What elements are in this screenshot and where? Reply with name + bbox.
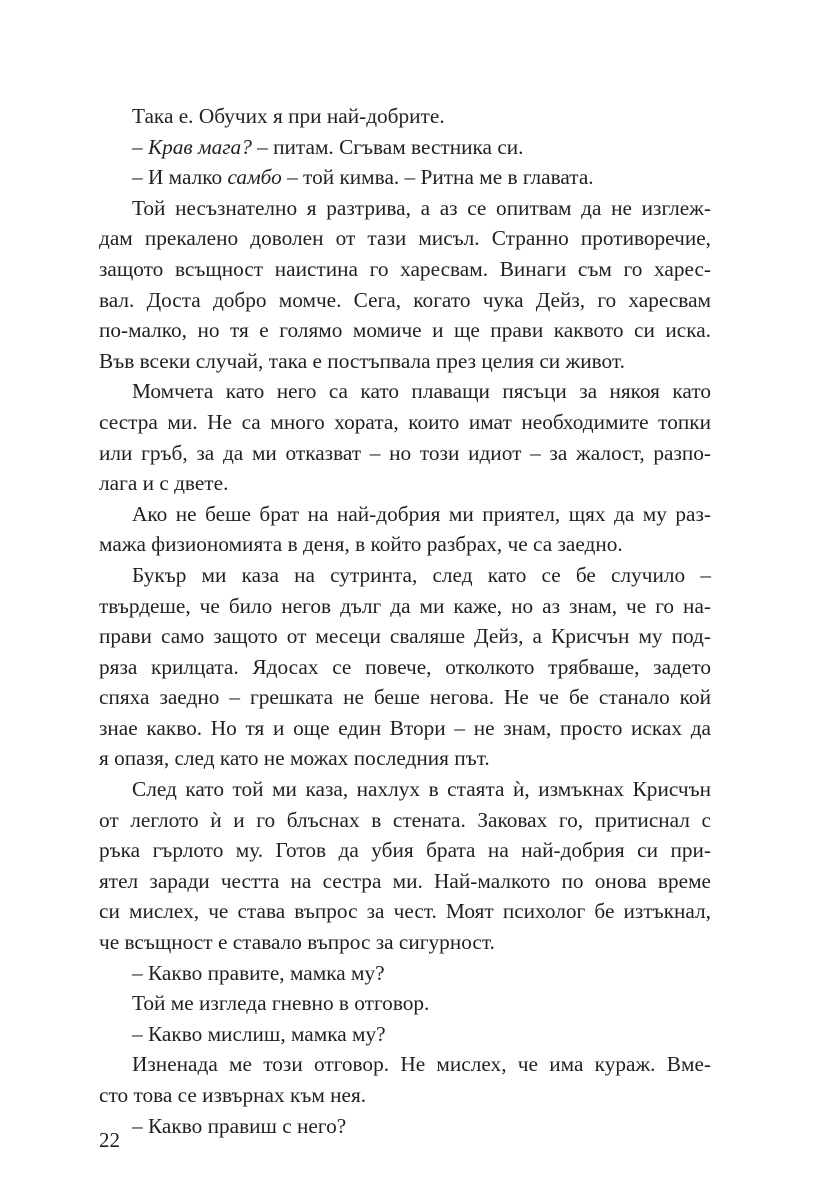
text-run: – И малко	[132, 165, 228, 190]
text-line: Така е. Обучих я при най-добрите.	[132, 104, 445, 128]
text-line: сестра ми. Не са много хората, които имат необходимите топки	[99, 409, 711, 434]
italic-text-run: самбо	[227, 165, 282, 190]
text-line: вал. Доста добро момче. Сега, когато чука Дейз, го харесвам	[99, 287, 711, 312]
page-number: 22	[99, 1128, 120, 1152]
paragraph	[99, 499, 711, 560]
text-run: – питам. Сгъвам вестника си.	[251, 134, 524, 159]
text-line: Изненада ме този отговор. Не мислех, че има кураж. Вме-	[132, 1052, 711, 1077]
text-line: или гръб, за да ми отказват – но този идиот – за жалост, разпо-	[99, 440, 711, 465]
text-line: ряза крилцата. Ядосах се повече, отколкото трябваше, задето	[99, 654, 711, 679]
text-line: от леглото ѝ и го блъснах в стената. Заковах го, притиснал с	[99, 807, 711, 832]
text-line: ръка гърлото му. Готов да убия брата на най-добрия си при-	[99, 838, 711, 863]
paragraph	[99, 1111, 711, 1142]
text-line	[99, 132, 711, 163]
paragraph	[99, 774, 711, 958]
paragraph	[99, 162, 711, 193]
text-line: Във всеки случай, така е постъпвала през целия си живот.	[99, 348, 625, 373]
text-line: Букър ми каза на сутринта, след като се бе случило –	[132, 562, 711, 587]
paragraph	[99, 101, 711, 132]
text-line: лага и с двете.	[99, 471, 229, 496]
text-line: След като той ми каза, нахлух в стаята ѝ, измъкнах Крисчън	[132, 777, 711, 802]
text-run: –	[132, 134, 148, 159]
text-line: спяха заедно – грешката не беше негова. Не че бе станало кой	[99, 685, 711, 710]
paragraph	[99, 193, 711, 377]
text-line: по-малко, но тя е голямо момиче и ще прави каквото си иска.	[99, 318, 711, 343]
text-line: – Какво мислиш, мамка му?	[132, 1021, 386, 1046]
text-line: – Какво правиш с него?	[132, 1113, 347, 1138]
text-line: че всъщност е ставало въпрос за сигурност.	[99, 930, 495, 955]
text-line: – Какво правите, мамка му?	[132, 960, 385, 985]
paragraph	[99, 132, 711, 163]
text-line: прави само защото от месеци сваляше Дейз, а Крисчън му под-	[99, 624, 711, 649]
text-line: Той ме изгледа гневно в отговор.	[132, 991, 430, 1016]
text-line	[99, 162, 711, 193]
paragraph	[99, 1049, 711, 1110]
text-line: сто това се извърнах към нея.	[99, 1083, 367, 1107]
text-line: мажа физиономията в деня, в който разбрах, че са заедно.	[99, 532, 623, 557]
text-line: Момчета като него са като плаващи пясъци за някоя като	[132, 379, 711, 404]
italic-text-run: Крав мага?	[147, 134, 252, 159]
text-line: Ако не беше брат на най-добрия ми приятел, щях да му раз-	[132, 501, 711, 526]
paragraph	[99, 988, 711, 1019]
paragraph	[99, 560, 711, 774]
text-line: ятел заради честта на сестра ми. Най-малкото по онова време	[99, 868, 711, 893]
text-run: – той кимва. – Ритна ме в главата.	[281, 165, 594, 190]
text-line: знае какво. Но тя и още един Втори – не знам, просто исках да	[99, 715, 711, 740]
text-line: я опазя, след като не можах последния път.	[99, 746, 490, 771]
text-line: твърдеше, че било негов дълг да ми каже, но аз знам, че го на-	[99, 593, 711, 618]
paragraph	[99, 958, 711, 989]
paragraph	[99, 376, 711, 498]
paragraph	[99, 1019, 711, 1050]
body-text	[99, 101, 711, 1141]
text-line: защото всъщност наистина го харесвам. Винаги съм го харес-	[99, 256, 711, 281]
text-line: дам прекалено доволен от тази мисъл. Странно противоречие,	[99, 226, 711, 251]
text-line: си мислех, че става въпрос за чест. Моят психолог бе изтъкнал,	[99, 899, 711, 924]
text-line: Той несъзнателно я разтрива, а аз се опитвам да не изглеж-	[132, 195, 711, 220]
